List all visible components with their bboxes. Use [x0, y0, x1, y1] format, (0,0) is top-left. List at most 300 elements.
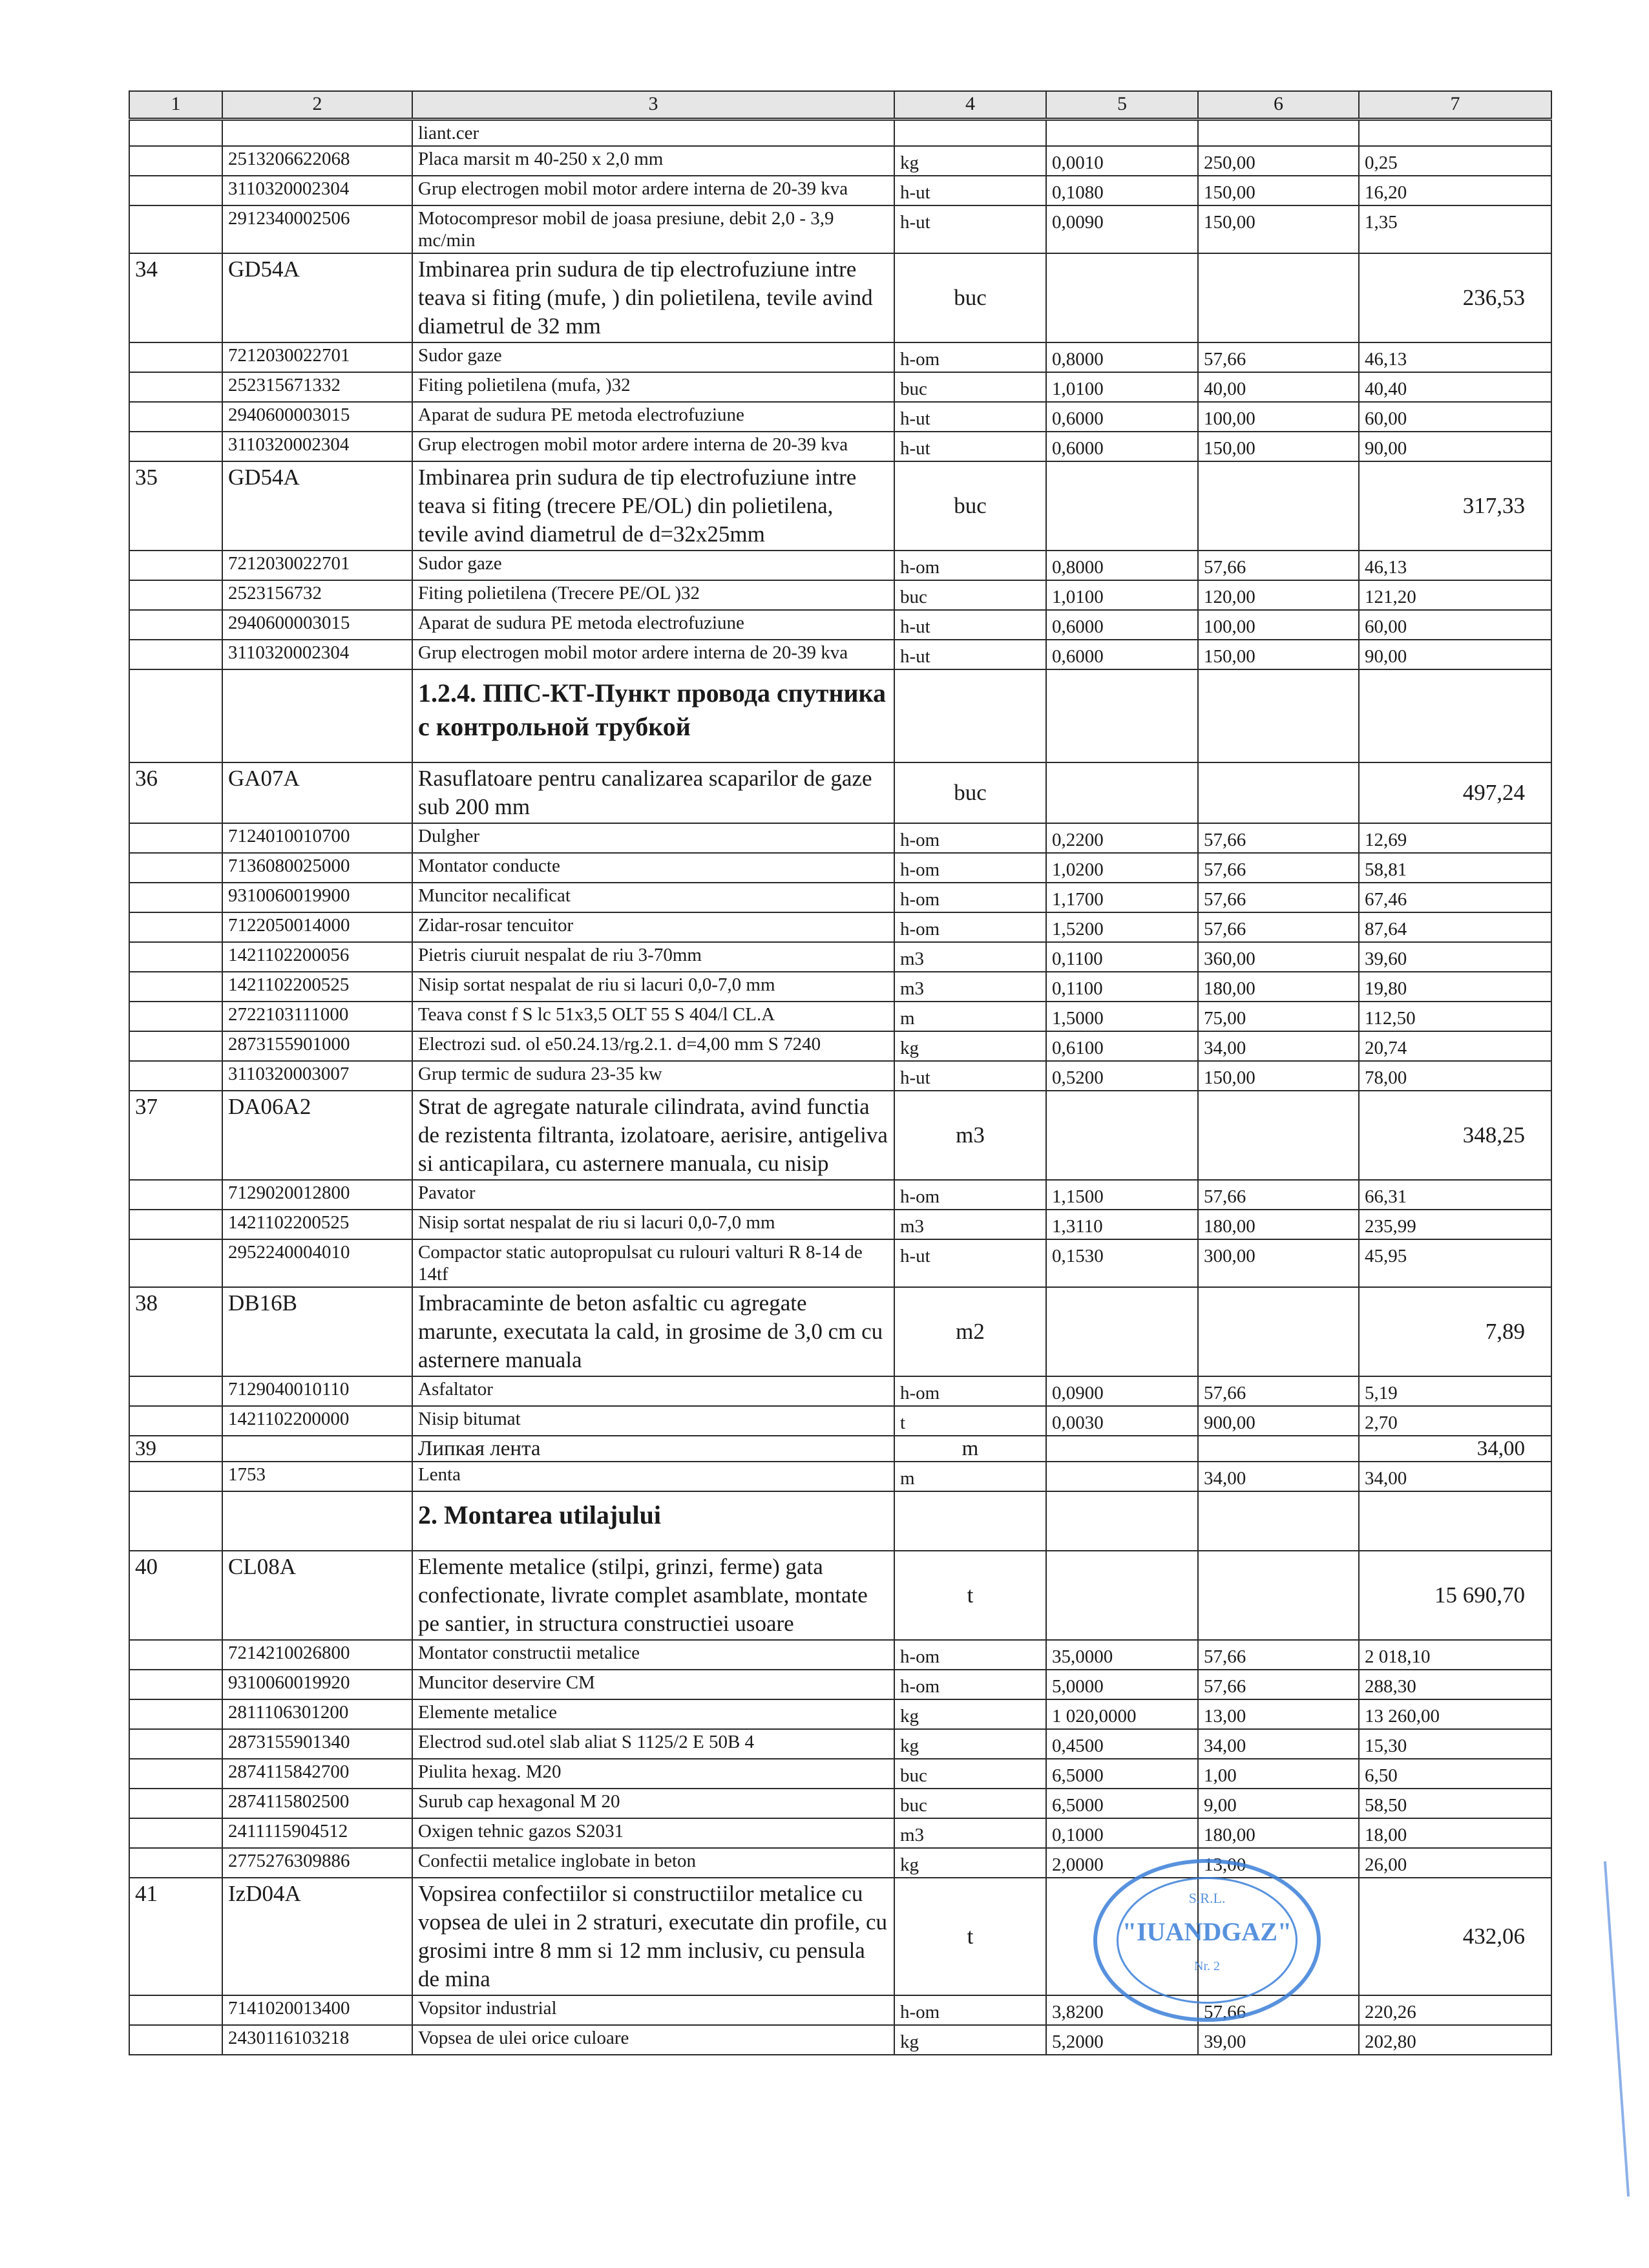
item-number-cell	[129, 640, 222, 669]
resource-code-cell: IzD04A	[222, 1878, 412, 1995]
item-number-cell	[129, 669, 222, 762]
resource-row	[129, 1640, 1551, 1670]
total-amount-cell: 60,00	[1359, 610, 1551, 640]
resource-code-cell: DB16B	[222, 1287, 412, 1376]
description-cell: Strat de agregate naturale cilindrata, avind functia de rezistenta filtranta, izolatoare, aerisire, antigeliva si anticapilara, cu asternere manuala, cu nisip	[412, 1091, 894, 1180]
unit-cell: h-om	[894, 1180, 1046, 1210]
total-amount-cell: 5,19	[1359, 1376, 1551, 1406]
total-amount-cell: 34,00	[1359, 1436, 1551, 1462]
item-number-cell	[129, 972, 222, 1002]
total-amount-cell: 317,33	[1359, 461, 1551, 551]
resource-row	[129, 1210, 1551, 1239]
stamp-company-name: "IUANDGAZ"	[1122, 1917, 1292, 1946]
quantity-cell	[1046, 1878, 1292, 1995]
resource-code-cell: 2952240004010	[222, 1239, 412, 1287]
item-number-cell	[129, 2025, 222, 2055]
unit-price-cell: 13,00	[1198, 1848, 1359, 1878]
resource-code-cell: 3110320003007	[222, 1061, 412, 1091]
unit-price-cell: 180,00	[1198, 1818, 1359, 1848]
description-cell: Zidar-rosar tencuitor	[412, 912, 894, 942]
resource-code-cell: CL08A	[222, 1551, 412, 1640]
unit-price-cell: 150,00	[1198, 176, 1359, 205]
resource-code-cell: 3110320002304	[222, 640, 412, 669]
resource-row	[129, 2025, 1551, 2055]
resource-code-cell: 9310060019900	[222, 883, 412, 912]
unit-price-cell: 40,00	[1198, 372, 1359, 402]
total-amount-cell: 16,20	[1359, 176, 1551, 205]
resource-row	[129, 1031, 1551, 1061]
description-cell: Dulgher	[412, 823, 894, 853]
unit-price-cell: 150,00	[1198, 640, 1359, 669]
quantity-cell: 6,5000	[1046, 1789, 1198, 1818]
total-amount-cell: 90,00	[1359, 432, 1551, 461]
unit-cell: buc	[894, 372, 1046, 402]
unit-cell: kg	[894, 1699, 1046, 1729]
description-cell: Fiting polietilena (mufa, )32	[412, 372, 894, 402]
unit-price-cell	[1198, 1551, 1359, 1640]
description-cell: Nisip sortat nespalat de riu si lacuri 0,0-7,0 mm	[412, 1210, 894, 1239]
description-cell: Sudor gaze	[412, 342, 894, 372]
total-amount-cell: 46,13	[1359, 551, 1551, 580]
description-cell: Piulita hexag. M20	[412, 1759, 894, 1789]
unit-price-cell: 150,00	[1198, 205, 1359, 253]
description-cell: Electrod sud.otel slab aliat S 1125/2 E 50B 4	[412, 1729, 894, 1759]
column-number-header	[129, 91, 1551, 120]
quantity-cell	[1046, 1436, 1198, 1462]
unit-cell: t	[894, 1878, 1046, 1995]
quantity-cell: 0,1100	[1046, 942, 1198, 972]
item-number-cell	[129, 1995, 222, 2025]
total-amount-cell: 7,89	[1359, 1287, 1551, 1376]
unit-price-cell	[1198, 762, 1359, 823]
resource-code-cell: 3110320002304	[222, 176, 412, 205]
unit-cell: h-ut	[894, 432, 1046, 461]
description-cell: Oxigen tehnic gazos S2031	[412, 1818, 894, 1848]
resource-code-cell: GA07A	[222, 762, 412, 823]
description-cell: Confectii metalice inglobate in beton	[412, 1848, 894, 1878]
work-item-row	[129, 762, 1551, 823]
unit-price-cell: 57,66	[1198, 853, 1359, 883]
unit-cell: h-ut	[894, 1239, 1046, 1287]
quantity-cell: 1,0100	[1046, 580, 1198, 610]
item-number-cell	[129, 853, 222, 883]
item-number-cell	[129, 205, 222, 253]
unit-price-cell	[1198, 669, 1359, 762]
work-item-row	[129, 1878, 1551, 1995]
resource-code-cell: 2873155901000	[222, 1031, 412, 1061]
total-amount-cell: 0,25	[1359, 146, 1551, 176]
header-col-5: 5	[1046, 91, 1198, 120]
description-cell: Asfaltator	[412, 1376, 894, 1406]
unit-price-cell	[1198, 1878, 1359, 1995]
quantity-cell	[1046, 669, 1198, 762]
resource-row	[129, 1848, 1551, 1878]
total-amount-cell: 12,69	[1359, 823, 1551, 853]
header-col-3: 3	[412, 91, 894, 120]
total-amount-cell: 45,95	[1359, 1239, 1551, 1287]
description-cell: Vopsitor industrial	[412, 1995, 894, 2025]
item-number-cell	[129, 1031, 222, 1061]
work-item-row	[129, 1091, 1551, 1180]
quantity-cell: 1,1500	[1046, 1180, 1198, 1210]
total-amount-cell: 87,64	[1359, 912, 1551, 942]
quantity-cell	[1046, 1462, 1198, 1491]
description-cell: Grup termic de sudura 23-35 kw	[412, 1061, 894, 1091]
quantity-cell: 0,2200	[1046, 823, 1198, 853]
resource-code-cell	[222, 1436, 412, 1462]
resource-row	[129, 912, 1551, 942]
total-amount-cell	[1359, 120, 1551, 147]
description-cell: Imbracaminte de beton asfaltic cu agregate marunte, executata la cald, in grosime de 3,0 cm cu asternere manuala	[412, 1287, 894, 1376]
signature-stroke	[1604, 1861, 1630, 2196]
resource-code-cell: 7124010010700	[222, 823, 412, 853]
total-amount-cell: 497,24	[1359, 762, 1551, 823]
description-cell: Electrozi sud. ol e50.24.13/rg.2.1. d=4,00 mm S 7240	[412, 1031, 894, 1061]
item-number-cell: 40	[129, 1551, 222, 1640]
quantity-cell: 0,1530	[1046, 1239, 1198, 1287]
item-number-cell	[129, 1406, 222, 1436]
unit-cell: h-om	[894, 1670, 1046, 1699]
resource-row	[129, 883, 1551, 912]
quantity-cell: 1,3110	[1046, 1210, 1198, 1239]
total-amount-cell: 26,00	[1359, 1848, 1551, 1878]
total-amount-cell	[1359, 1491, 1551, 1551]
unit-price-cell: 57,66	[1198, 551, 1359, 580]
total-amount-cell: 432,06	[1359, 1878, 1551, 1995]
unit-price-cell	[1198, 253, 1359, 342]
unit-cell: buc	[894, 762, 1046, 823]
quantity-cell: 1 020,0000	[1046, 1699, 1198, 1729]
description-cell: Grup electrogen mobil motor ardere interna de 20-39 kva	[412, 640, 894, 669]
resource-row	[129, 610, 1551, 640]
total-amount-cell: 46,13	[1359, 342, 1551, 372]
description-cell: Motocompresor mobil de joasa presiune, debit 2,0 - 3,9 mc/min	[412, 205, 894, 253]
quantity-cell	[1046, 461, 1198, 551]
resource-code-cell: 2874115802500	[222, 1789, 412, 1818]
unit-cell: h-om	[894, 342, 1046, 372]
total-amount-cell: 58,81	[1359, 853, 1551, 883]
total-amount-cell: 67,46	[1359, 883, 1551, 912]
description-cell: Surub cap hexagonal M 20	[412, 1789, 894, 1818]
quantity-cell	[1046, 1551, 1198, 1640]
item-number-cell	[129, 1239, 222, 1287]
resource-code-cell: DA06A2	[222, 1091, 412, 1180]
description-cell: Compactor static autopropulsat cu rulouri valturi R 8-14 de 14tf	[412, 1239, 894, 1287]
item-number-cell	[129, 120, 222, 147]
item-number-cell: 39	[129, 1436, 222, 1462]
unit-price-cell: 39,00	[1198, 2025, 1359, 2055]
unit-price-cell: 34,00	[1198, 1729, 1359, 1759]
resource-code-cell: 9310060019920	[222, 1670, 412, 1699]
quantity-cell: 0,1080	[1046, 176, 1198, 205]
resource-row	[129, 146, 1551, 176]
resource-code-cell: 7214210026800	[222, 1640, 412, 1670]
unit-cell: kg	[894, 1729, 1046, 1759]
resource-code-cell: 7212030022701	[222, 551, 412, 580]
item-number-cell	[129, 1640, 222, 1670]
work-item-row	[129, 1551, 1551, 1640]
total-amount-cell: 202,80	[1359, 2025, 1551, 2055]
resource-code-cell: 7212030022701	[222, 342, 412, 372]
unit-price-cell: 57,66	[1198, 1995, 1359, 2025]
unit-cell: buc	[894, 461, 1046, 551]
unit-price-cell: 57,66	[1198, 912, 1359, 942]
unit-price-cell: 57,66	[1198, 1180, 1359, 1210]
total-amount-cell: 58,50	[1359, 1789, 1551, 1818]
resource-row	[129, 853, 1551, 883]
quantity-cell	[1046, 253, 1198, 342]
quantity-cell: 3,8200	[1046, 1995, 1198, 2025]
resource-row	[129, 1729, 1551, 1759]
item-number-cell: 35	[129, 461, 222, 551]
unit-cell: m	[894, 1462, 1046, 1491]
total-amount-cell: 90,00	[1359, 640, 1551, 669]
description-cell: Pietris ciuruit nespalat de riu 3-70mm	[412, 942, 894, 972]
description-cell: Elemente metalice (stilpi, grinzi, ferme) gata confectionate, livrate complet asamblate, montate pe santier, in structura constructiei usoare	[412, 1551, 894, 1640]
unit-price-cell: 57,66	[1198, 1376, 1359, 1406]
item-number-cell	[129, 1376, 222, 1406]
resource-code-cell: 2430116103218	[222, 2025, 412, 2055]
unit-price-cell: 180,00	[1198, 972, 1359, 1002]
total-amount-cell: 6,50	[1359, 1759, 1551, 1789]
description-cell: Nisip bitumat	[412, 1406, 894, 1436]
unit-cell: m3	[894, 942, 1046, 972]
unit-cell: kg	[894, 1848, 1046, 1878]
quantity-cell: 0,6000	[1046, 432, 1198, 461]
total-amount-cell: 13 260,00	[1359, 1699, 1551, 1729]
resource-row	[129, 205, 1551, 253]
description-cell: Grup electrogen mobil motor ardere interna de 20-39 kva	[412, 432, 894, 461]
description-cell: Vopsea de ulei orice culoare	[412, 2025, 894, 2055]
quantity-cell: 0,1000	[1046, 1818, 1198, 1848]
quantity-cell: 0,5200	[1046, 1061, 1198, 1091]
resource-code-cell: 2940600003015	[222, 610, 412, 640]
resource-code-cell: 7129020012800	[222, 1180, 412, 1210]
description-cell: Placa marsit m 40-250 x 2,0 mm	[412, 146, 894, 176]
resource-row	[129, 551, 1551, 580]
description-cell: Lenta	[412, 1462, 894, 1491]
resource-row	[129, 1462, 1551, 1491]
item-number-cell	[129, 1759, 222, 1789]
quantity-cell: 0,0010	[1046, 146, 1198, 176]
unit-cell: h-ut	[894, 640, 1046, 669]
resource-row	[129, 372, 1551, 402]
resource-code-cell: 1421102200525	[222, 972, 412, 1002]
resource-code-cell	[222, 1491, 412, 1551]
description-cell: Muncitor necalificat	[412, 883, 894, 912]
total-amount-cell: 20,74	[1359, 1031, 1551, 1061]
description-cell: Muncitor deservire CM	[412, 1670, 894, 1699]
description-cell: Aparat de sudura PE metoda electrofuziune	[412, 402, 894, 432]
item-number-cell	[129, 176, 222, 205]
quantity-cell: 0,8000	[1046, 551, 1198, 580]
resource-row	[129, 972, 1551, 1002]
total-amount-cell: 2,70	[1359, 1406, 1551, 1436]
resource-code-cell: 2411115904512	[222, 1818, 412, 1848]
resource-code-cell: 2873155901340	[222, 1729, 412, 1759]
description-cell: Imbinarea prin sudura de tip electrofuziune intre teava si fiting (mufe, ) din polietilena, tevile avind diametrul de 32 mm	[412, 253, 894, 342]
item-number-cell	[129, 372, 222, 402]
unit-cell: buc	[894, 1789, 1046, 1818]
resource-row	[129, 1061, 1551, 1091]
unit-price-cell: 180,00	[1198, 1210, 1359, 1239]
resource-code-cell: 1421102200525	[222, 1210, 412, 1239]
resource-row	[129, 1376, 1551, 1406]
resource-code-cell	[222, 669, 412, 762]
item-number-cell	[129, 551, 222, 580]
resource-row	[129, 1818, 1551, 1848]
quantity-cell: 1,0100	[1046, 372, 1198, 402]
quantity-cell: 0,6100	[1046, 1031, 1198, 1061]
unit-price-cell: 13,00	[1198, 1699, 1359, 1729]
item-number-cell: 34	[129, 253, 222, 342]
unit-cell: t	[894, 1406, 1046, 1436]
unit-cell: t	[894, 1551, 1046, 1640]
resource-code-cell	[222, 120, 412, 147]
unit-cell: h-om	[894, 853, 1046, 883]
item-number-cell	[129, 1848, 222, 1878]
resource-code-cell: 252315671332	[222, 372, 412, 402]
total-amount-cell: 66,31	[1359, 1180, 1551, 1210]
item-number-cell	[129, 146, 222, 176]
unit-price-cell	[1198, 1491, 1359, 1551]
resource-code-cell: 7136080025000	[222, 853, 412, 883]
unit-cell: h-ut	[894, 176, 1046, 205]
header-col-2: 2	[222, 91, 412, 120]
unit-price-cell	[1198, 1287, 1359, 1376]
description-cell: Montator constructii metalice	[412, 1640, 894, 1670]
quantity-cell: 6,5000	[1046, 1759, 1198, 1789]
estimate-table	[129, 90, 1552, 2055]
unit-price-cell: 57,66	[1198, 1640, 1359, 1670]
unit-price-cell: 150,00	[1198, 432, 1359, 461]
work-item-row	[129, 1287, 1551, 1376]
quantity-cell	[1046, 762, 1198, 823]
description-cell: Липкая лента	[412, 1436, 894, 1462]
resource-row	[129, 1699, 1551, 1729]
unit-cell	[894, 1491, 1046, 1551]
item-number-cell	[129, 823, 222, 853]
work-item-row	[129, 253, 1551, 342]
unit-cell: h-om	[894, 912, 1046, 942]
unit-cell: m3	[894, 972, 1046, 1002]
header-col-4: 4	[894, 91, 1046, 120]
quantity-cell: 35,0000	[1046, 1640, 1198, 1670]
description-cell: Grup electrogen mobil motor ardere interna de 20-39 kva	[412, 176, 894, 205]
resource-row	[129, 823, 1551, 853]
unit-cell: m3	[894, 1210, 1046, 1239]
description-cell: Pavator	[412, 1180, 894, 1210]
resource-code-cell: GD54A	[222, 461, 412, 551]
total-amount-cell: 18,00	[1359, 1818, 1551, 1848]
unit-cell: h-ut	[894, 205, 1046, 253]
unit-cell: kg	[894, 2025, 1046, 2055]
description-cell: 1.2.4. ППС-КТ-Пункт провода спутника с контрольной трубкой	[412, 669, 894, 762]
unit-price-cell: 57,66	[1198, 823, 1359, 853]
description-cell: Aparat de sudura PE metoda electrofuziune	[412, 610, 894, 640]
unit-cell: kg	[894, 1031, 1046, 1061]
quantity-cell	[1046, 1491, 1198, 1551]
work-item-row	[129, 1436, 1551, 1462]
resource-code-cell: GD54A	[222, 253, 412, 342]
total-amount-cell: 121,20	[1359, 580, 1551, 610]
resource-row	[129, 432, 1551, 461]
unit-price-cell: 120,00	[1198, 580, 1359, 610]
resource-row	[129, 1759, 1551, 1789]
resource-row	[129, 120, 1551, 147]
description-cell: Vopsirea confectiilor si constructiilor metalice cu vopsea de ulei in 2 straturi, executate din profile, cu grosimi intre 8 mm si 12 mm inclusiv, cu pensula de mina	[412, 1878, 894, 1995]
total-amount-cell: 348,25	[1359, 1091, 1551, 1180]
resource-code-cell: 2912340002506	[222, 205, 412, 253]
description-cell: 2. Montarea utilajului	[412, 1491, 894, 1551]
item-number-cell: 38	[129, 1287, 222, 1376]
resource-row	[129, 1789, 1551, 1818]
quantity-cell: 0,0030	[1046, 1406, 1198, 1436]
description-cell: Sudor gaze	[412, 551, 894, 580]
total-amount-cell: 15 690,70	[1359, 1551, 1551, 1640]
unit-cell	[894, 120, 1046, 147]
description-cell: Elemente metalice	[412, 1699, 894, 1729]
total-amount-cell: 235,99	[1359, 1210, 1551, 1239]
unit-price-cell: 9,00	[1198, 1789, 1359, 1818]
resource-code-cell: 3110320002304	[222, 432, 412, 461]
resource-row	[129, 402, 1551, 432]
unit-price-cell: 34,00	[1198, 1031, 1359, 1061]
item-number-cell	[129, 1789, 222, 1818]
unit-price-cell: 100,00	[1198, 610, 1359, 640]
resource-code-cell: 7141020013400	[222, 1995, 412, 2025]
total-amount-cell: 40,40	[1359, 372, 1551, 402]
resource-row	[129, 942, 1551, 972]
resource-code-cell: 2523156732	[222, 580, 412, 610]
description-cell: Nisip sortat nespalat de riu si lacuri 0,0-7,0 mm	[412, 972, 894, 1002]
unit-cell: h-ut	[894, 1061, 1046, 1091]
resource-code-cell: 2940600003015	[222, 402, 412, 432]
quantity-cell: 0,6000	[1046, 402, 1198, 432]
total-amount-cell: 19,80	[1359, 972, 1551, 1002]
quantity-cell: 0,0900	[1046, 1376, 1198, 1406]
quantity-cell	[1046, 120, 1198, 147]
unit-cell: h-om	[894, 1995, 1046, 2025]
unit-price-cell: 300,00	[1198, 1239, 1359, 1287]
unit-price-cell: 34,00	[1198, 1462, 1359, 1491]
item-number-cell	[129, 912, 222, 942]
item-number-cell: 36	[129, 762, 222, 823]
description-cell: Montator conducte	[412, 853, 894, 883]
work-item-row	[129, 461, 1551, 551]
resource-code-cell: 7122050014000	[222, 912, 412, 942]
resource-row	[129, 1406, 1551, 1436]
section-heading-row	[129, 669, 1551, 762]
unit-cell: h-ut	[894, 610, 1046, 640]
unit-price-cell: 100,00	[1198, 402, 1359, 432]
stamp-srl: S.R.L.	[1188, 1890, 1226, 1906]
resource-code-cell: 1421102200056	[222, 942, 412, 972]
resource-row	[129, 176, 1551, 205]
unit-price-cell: 360,00	[1198, 942, 1359, 972]
unit-price-cell: 57,66	[1198, 342, 1359, 372]
total-amount-cell: 112,50	[1359, 1002, 1551, 1031]
item-number-cell	[129, 1061, 222, 1091]
resource-code-cell: 1421102200000	[222, 1406, 412, 1436]
unit-price-cell	[1198, 1091, 1359, 1180]
unit-cell: buc	[894, 253, 1046, 342]
total-amount-cell: 220,26	[1359, 1995, 1551, 2025]
item-number-cell	[129, 1491, 222, 1551]
unit-price-cell: 900,00	[1198, 1406, 1359, 1436]
resource-row	[129, 1995, 1551, 2025]
item-number-cell	[129, 1699, 222, 1729]
